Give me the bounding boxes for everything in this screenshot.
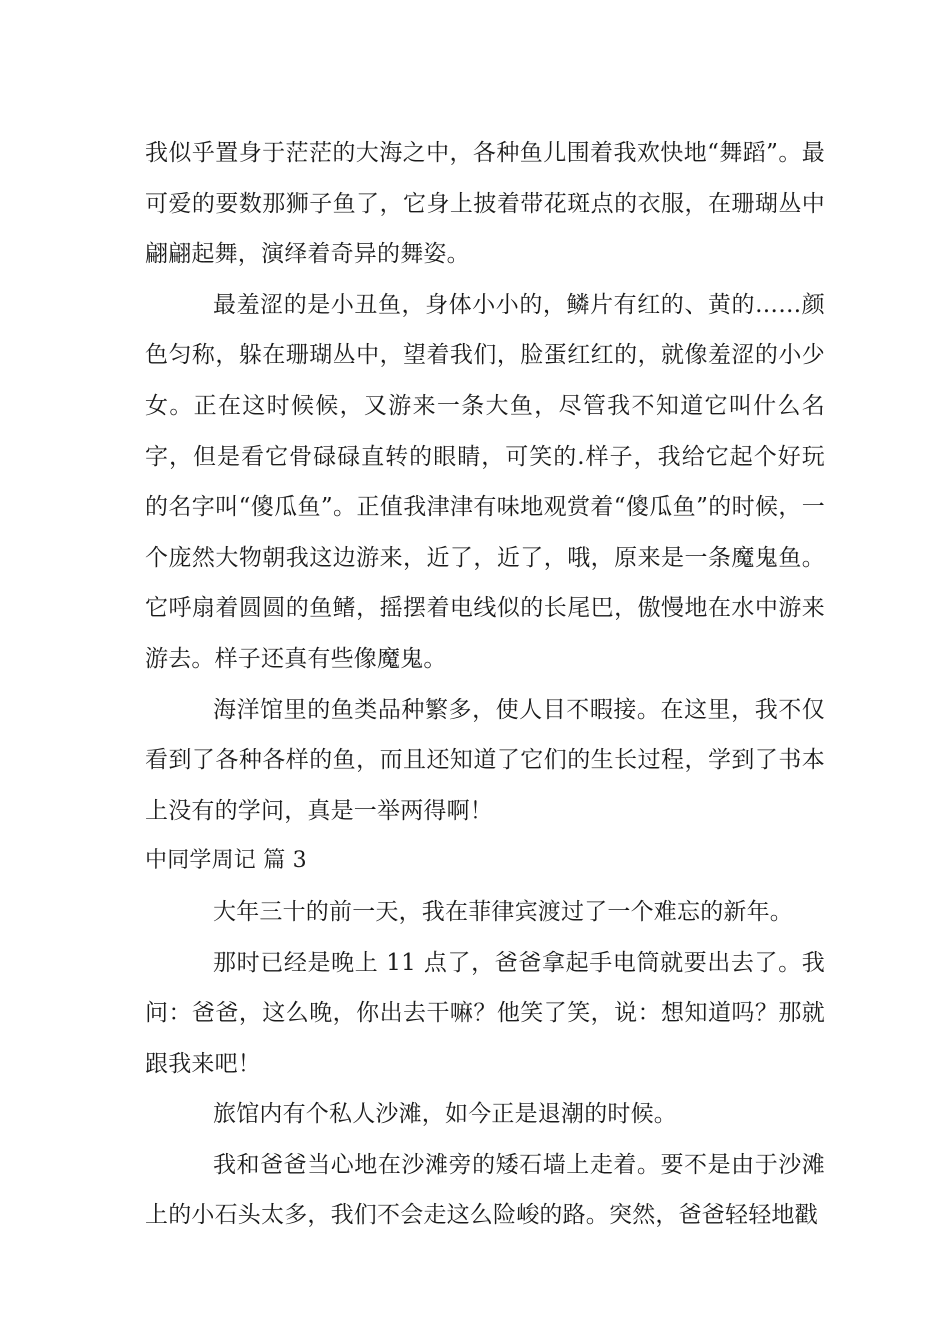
paragraph-beach: 旅馆内有个私人沙滩，如今正是退潮的时候。	[213, 1101, 677, 1128]
paragraph-clownfish: 最羞涩的是小丑鱼，身体小小的，鳞片有红的、黄的……颜色匀称，躲在珊瑚丛中，望着我们，脸蛋红红的，就像羞涩的小少女。正在这时候候，又游来一条大鱼，尽管我不知道它叫什么名字，但是看它骨碌碌直转的眼睛，可笑的.样子，我给它起个好玩的名字叫“傻瓜鱼”。正值我津津有味地观赏着“傻瓜鱼”的时候，一个庞然大物朝我这边游来，近了，近了，哦，原来是一条魔鬼鱼。它呼扇着圆圆的鱼鳍，摇摆着电线似的长尾巴，傲慢地在水中游来游去。样子还真有些像魔鬼。	[145, 291, 825, 672]
document-body	[145, 128, 825, 1241]
paragraph-flashlight: 那时已经是晚上 11 点了，爸爸拿起手电筒就要出去了。我问：爸爸，这么晚，你出去干嘛？他笑了笑，说：想知道吗？那就跟我来吧！	[145, 949, 825, 1077]
paragraph-aquarium-summary: 海洋馆里的鱼类品种繁多，使人目不暇接。在这里，我不仅看到了各种各样的鱼，而且还知道了它们的生长过程，学到了书本上没有的学问，真是一举两得啊！	[145, 696, 825, 824]
section-heading: 中同学周记 篇 3	[145, 848, 307, 874]
paragraph-stone-wall: 我和爸爸当心地在沙滩旁的矮石墙上走着。要不是由于沙滩上的小石头太多，我们不会走这么险峻的路。突然，爸爸轻轻地戳	[145, 1151, 825, 1229]
paragraph-lionfish: 我似乎置身于茫茫的大海之中，各种鱼儿围着我欢快地“舞蹈”。最可爱的要数那狮子鱼了，它身上披着带花斑点的衣服，在珊瑚丛中翩翩起舞，演绎着奇异的舞姿。	[145, 140, 825, 268]
paragraph-new-year: 大年三十的前一天，我在菲律宾渡过了一个难忘的新年。	[213, 898, 793, 925]
